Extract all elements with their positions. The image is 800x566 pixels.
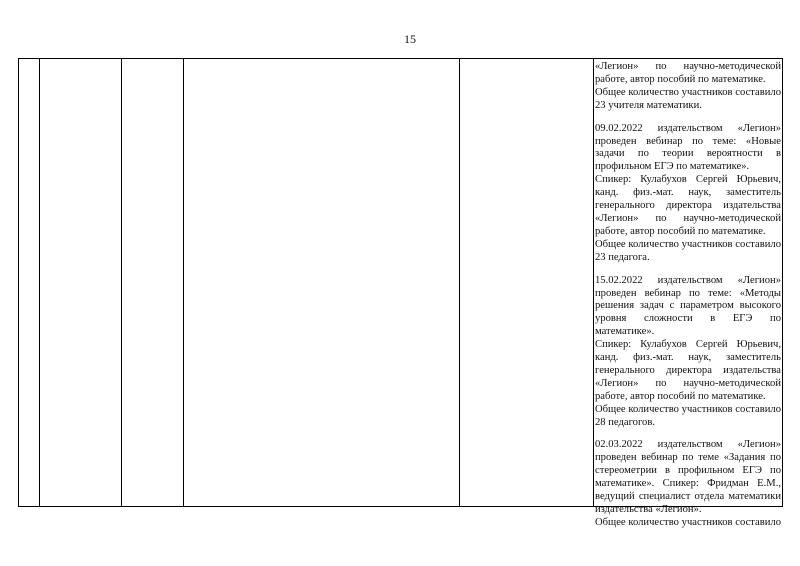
text-line: генерального директора издательства [595, 364, 781, 376]
text-line: Общее количество участников составило [595, 86, 781, 98]
column-divider [39, 59, 40, 506]
text-line: математике». [595, 326, 655, 338]
text-line: 15.02.2022 издательством «Легион» [595, 274, 781, 286]
text-line: проведен вебинар по теме «Задания по [595, 452, 781, 464]
text-line: 09.02.2022 издательством «Легион» [595, 122, 781, 134]
column-divider [459, 59, 460, 506]
text-line: задачи по теории вероятности в [595, 148, 781, 160]
text-line: издательства «Легион». [595, 504, 702, 515]
text-line: 23 учителя математики. [595, 99, 702, 111]
text-line: проведен вебинар по теме: «Новые [595, 135, 781, 147]
text-line: Общее количество участников составило [595, 403, 781, 415]
column-divider [183, 59, 184, 506]
text-line: математике». Спикер: Фридман Е.М., [595, 478, 781, 490]
text-line: Спикер: Кулабухов Сергей Юрьевич, [595, 174, 781, 186]
report-table [18, 58, 783, 528]
text-line: работе, автор пособий по математике. [595, 73, 766, 85]
page-number: 15 [404, 32, 416, 46]
text-line: ведущий специалист отдела математики [595, 491, 781, 503]
text-line: проведен вебинар по теме: «Методы [595, 287, 781, 299]
webinar-entry [595, 61, 781, 113]
text-line: Спикер: Кулабухов Сергей Юрьевич, [595, 339, 781, 351]
text-line: Общее количество участников составило [595, 238, 781, 250]
webinar-entry [595, 439, 781, 529]
webinar-entry [595, 123, 781, 265]
text-line: работе, автор пособий по математике. [595, 225, 766, 237]
text-line: «Легион» по научно-методической [595, 212, 781, 224]
text-line: «Легион» по научно-методической [595, 377, 781, 389]
text-line: стереометрии в профильном ЕГЭ по [595, 465, 781, 477]
text-line: «Легион» по научно-методической [595, 61, 781, 72]
text-line: 02.03.2022 издательством «Легион» [595, 439, 781, 451]
text-line: канд. физ.-мат. наук, заместитель [595, 187, 781, 199]
text-line: профильном ЕГЭ по математике». [595, 161, 750, 173]
results-cell [595, 61, 781, 540]
text-line: работе, автор пособий по математике. [595, 390, 766, 402]
text-line: Общее количество участников составило [595, 516, 781, 528]
text-line: уровня сложности в ЕГЭ по [595, 313, 781, 325]
text-line: генерального директора издательства [595, 200, 781, 212]
text-line: 23 педагога. [595, 251, 650, 263]
text-line: 28 педагогов. [595, 416, 655, 428]
text-line: решения задач с параметром высокого [595, 300, 781, 312]
column-divider [121, 59, 122, 506]
column-divider [593, 59, 594, 506]
webinar-entry [595, 275, 781, 430]
text-line: канд. физ.-мат. наук, заместитель [595, 352, 781, 364]
